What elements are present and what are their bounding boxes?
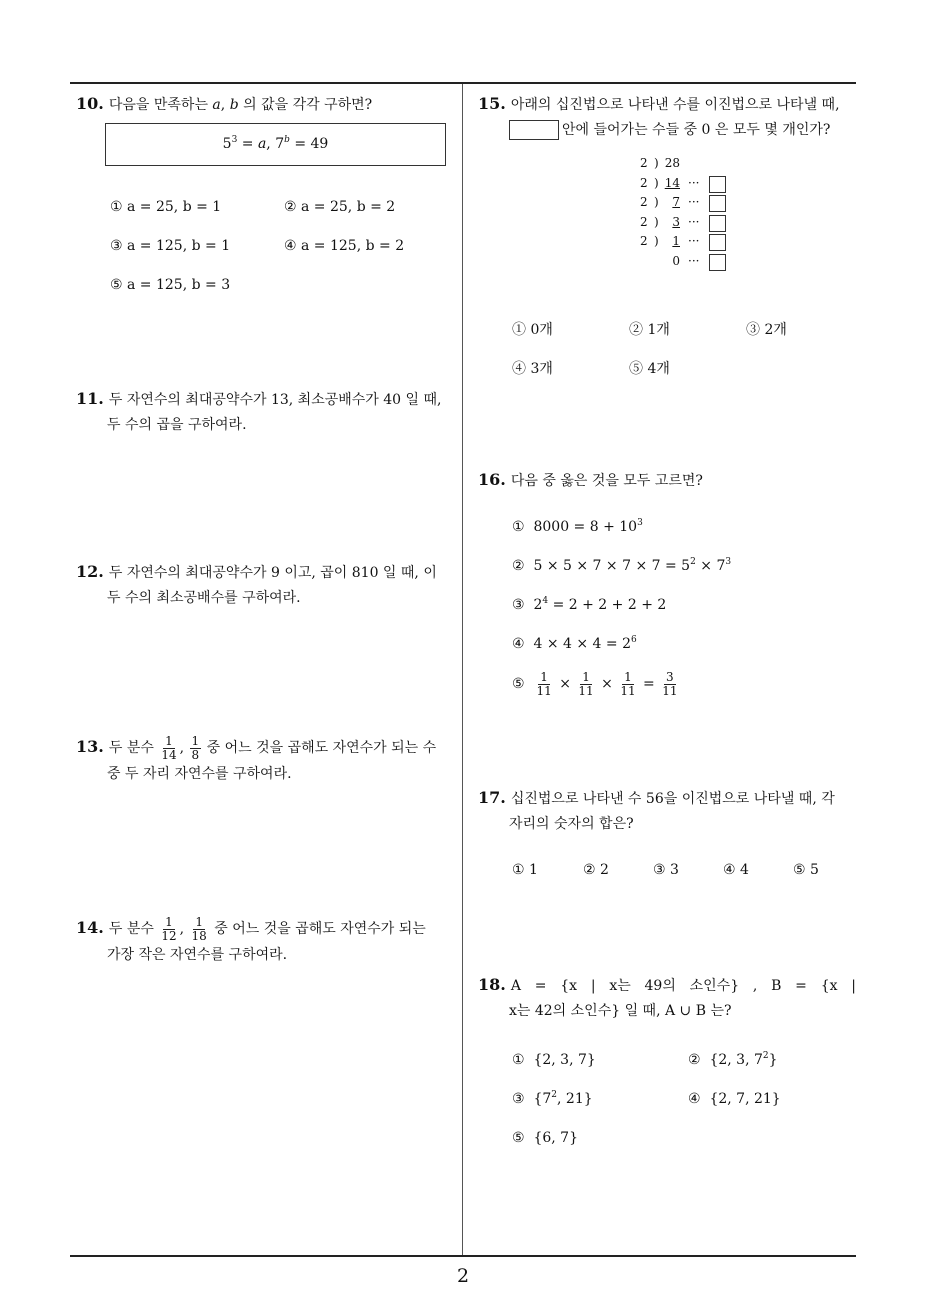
division-row: 2 ) 1 ··· (640, 232, 680, 252)
remainder-box (709, 215, 726, 232)
remainder-box (709, 234, 726, 251)
remainder-box (709, 195, 726, 212)
division-row: 2 ) 7 ··· (640, 193, 680, 213)
option-3[interactable]: ③ a = 125, b = 1 (110, 238, 231, 254)
division-table (640, 154, 700, 271)
remainder-box (709, 176, 726, 193)
option-4[interactable]: ④ $4 \times 4 \times 4 = 2^6$ (512, 635, 637, 652)
option-4[interactable]: ④ a = 125, b = 2 (284, 238, 405, 254)
fraction: $\frac{1}{14}$ (161, 733, 177, 762)
option-2[interactable]: ② $5 \times 5 \times 7 \times 7 \times 7 = 5^2 \times 7^3$ (512, 557, 732, 574)
question-10: 10. 다음을 만족하는 a, b 의 값을 각각 구하면? (76, 94, 373, 113)
answer-blank (509, 120, 559, 140)
condition-box: $5^3 = a$, $7^b = 49$ (105, 123, 446, 166)
option-4[interactable]: ④ {2, 7, 21} (688, 1091, 781, 1107)
division-row: 2 ) 14 ··· (640, 174, 680, 194)
option-5[interactable]: ⑤ 4개 (629, 361, 670, 377)
option-2[interactable]: ② {2, 3, $7^2$} (688, 1051, 778, 1068)
option-2[interactable]: ② 2 (583, 862, 609, 878)
division-row: 2 ) 28 (640, 156, 680, 170)
option-1[interactable]: ① 0개 (512, 322, 553, 338)
bottom-rule (70, 1255, 856, 1257)
page-number: 2 (456, 1265, 470, 1287)
option-3[interactable]: ③ 3 (653, 862, 679, 878)
question-17: 17. 십진법으로 나타낸 수 56을 이진법으로 나타낼 때, 각 자리의 숫자의 합은? (478, 788, 835, 832)
option-5[interactable]: ⑤ $\frac{1}{11}$ × $\frac{1}{11}$ × $\frac{1}{11}$ = $\frac{3}{11}$ (512, 669, 678, 698)
option-4[interactable]: ④ 3개 (512, 361, 553, 377)
option-1[interactable]: ① 1 (512, 862, 538, 878)
option-2[interactable]: ② 1개 (629, 322, 670, 338)
fraction: $\frac{1}{18}$ (191, 914, 207, 943)
question-11: 11. 두 자연수의 최대공약수가 13, 최소공배수가 40 일 때, 두 수의 곱을 구하여라. (76, 389, 442, 433)
fraction: $\frac{1}{12}$ (161, 914, 177, 943)
question-15: 15. 아래의 십진법으로 나타낸 수를 이진법으로 나타낼 때, 안에 들어가는 수들 중 0 은 모두 몇 개인가? (478, 94, 840, 138)
fraction: $\frac{1}{8}$ (191, 733, 200, 762)
fraction: $\frac{1}{11}$ (578, 669, 594, 698)
option-2[interactable]: ② a = 25, b = 2 (284, 199, 396, 215)
question-16: 16. 다음 중 옳은 것을 모두 고르면? (478, 470, 703, 489)
fraction: $\frac{1}{11}$ (620, 669, 636, 698)
option-5[interactable]: ⑤ a = 125, b = 3 (110, 277, 231, 293)
option-4[interactable]: ④ 4 (723, 862, 749, 878)
option-1[interactable]: ① {2, 3, 7} (512, 1052, 596, 1068)
question-18: 18. A = {x | x는 49의 소인수} , B = {x | x는 42의 소인수} 일 때, A ∪ B 는? (478, 975, 856, 1019)
option-3[interactable]: ③ $2^4 = 2 + 2 + 2 + 2$ (512, 596, 667, 613)
question-13: 13. 두 분수 $\frac{1}{14}$ , $\frac{1}{8}$ 중 어느 것을 곱해도 자연수가 되는 수 중 두 자리 자연수를 구하여라. (76, 733, 437, 782)
option-5[interactable]: ⑤ 5 (793, 862, 819, 878)
fraction: $\frac{3}{11}$ (662, 669, 678, 698)
remainder-box (709, 254, 726, 271)
question-number: 10. (76, 94, 104, 113)
division-row: 0 ··· (640, 252, 680, 272)
option-5[interactable]: ⑤ {6, 7} (512, 1130, 578, 1146)
option-3[interactable]: ③ {$7^2$, 21} (512, 1090, 593, 1107)
question-14: 14. 두 분수 $\frac{1}{12}$ , $\frac{1}{18}$ 중 어느 것을 곱해도 자연수가 되는 가장 작은 자연수를 구하여라. (76, 914, 426, 963)
question-12: 12. 두 자연수의 최대공약수가 9 이고, 곱이 810 일 때, 이 두 수의 최소공배수를 구하여라. (76, 562, 437, 606)
column-divider (462, 84, 463, 1255)
option-1[interactable]: ① $8000 = 8 + 10^3$ (512, 518, 643, 535)
option-1[interactable]: ① a = 25, b = 1 (110, 199, 222, 215)
fraction: $\frac{1}{11}$ (536, 669, 552, 698)
option-3[interactable]: ③ 2개 (746, 322, 787, 338)
division-row: 2 ) 3 ··· (640, 213, 680, 233)
